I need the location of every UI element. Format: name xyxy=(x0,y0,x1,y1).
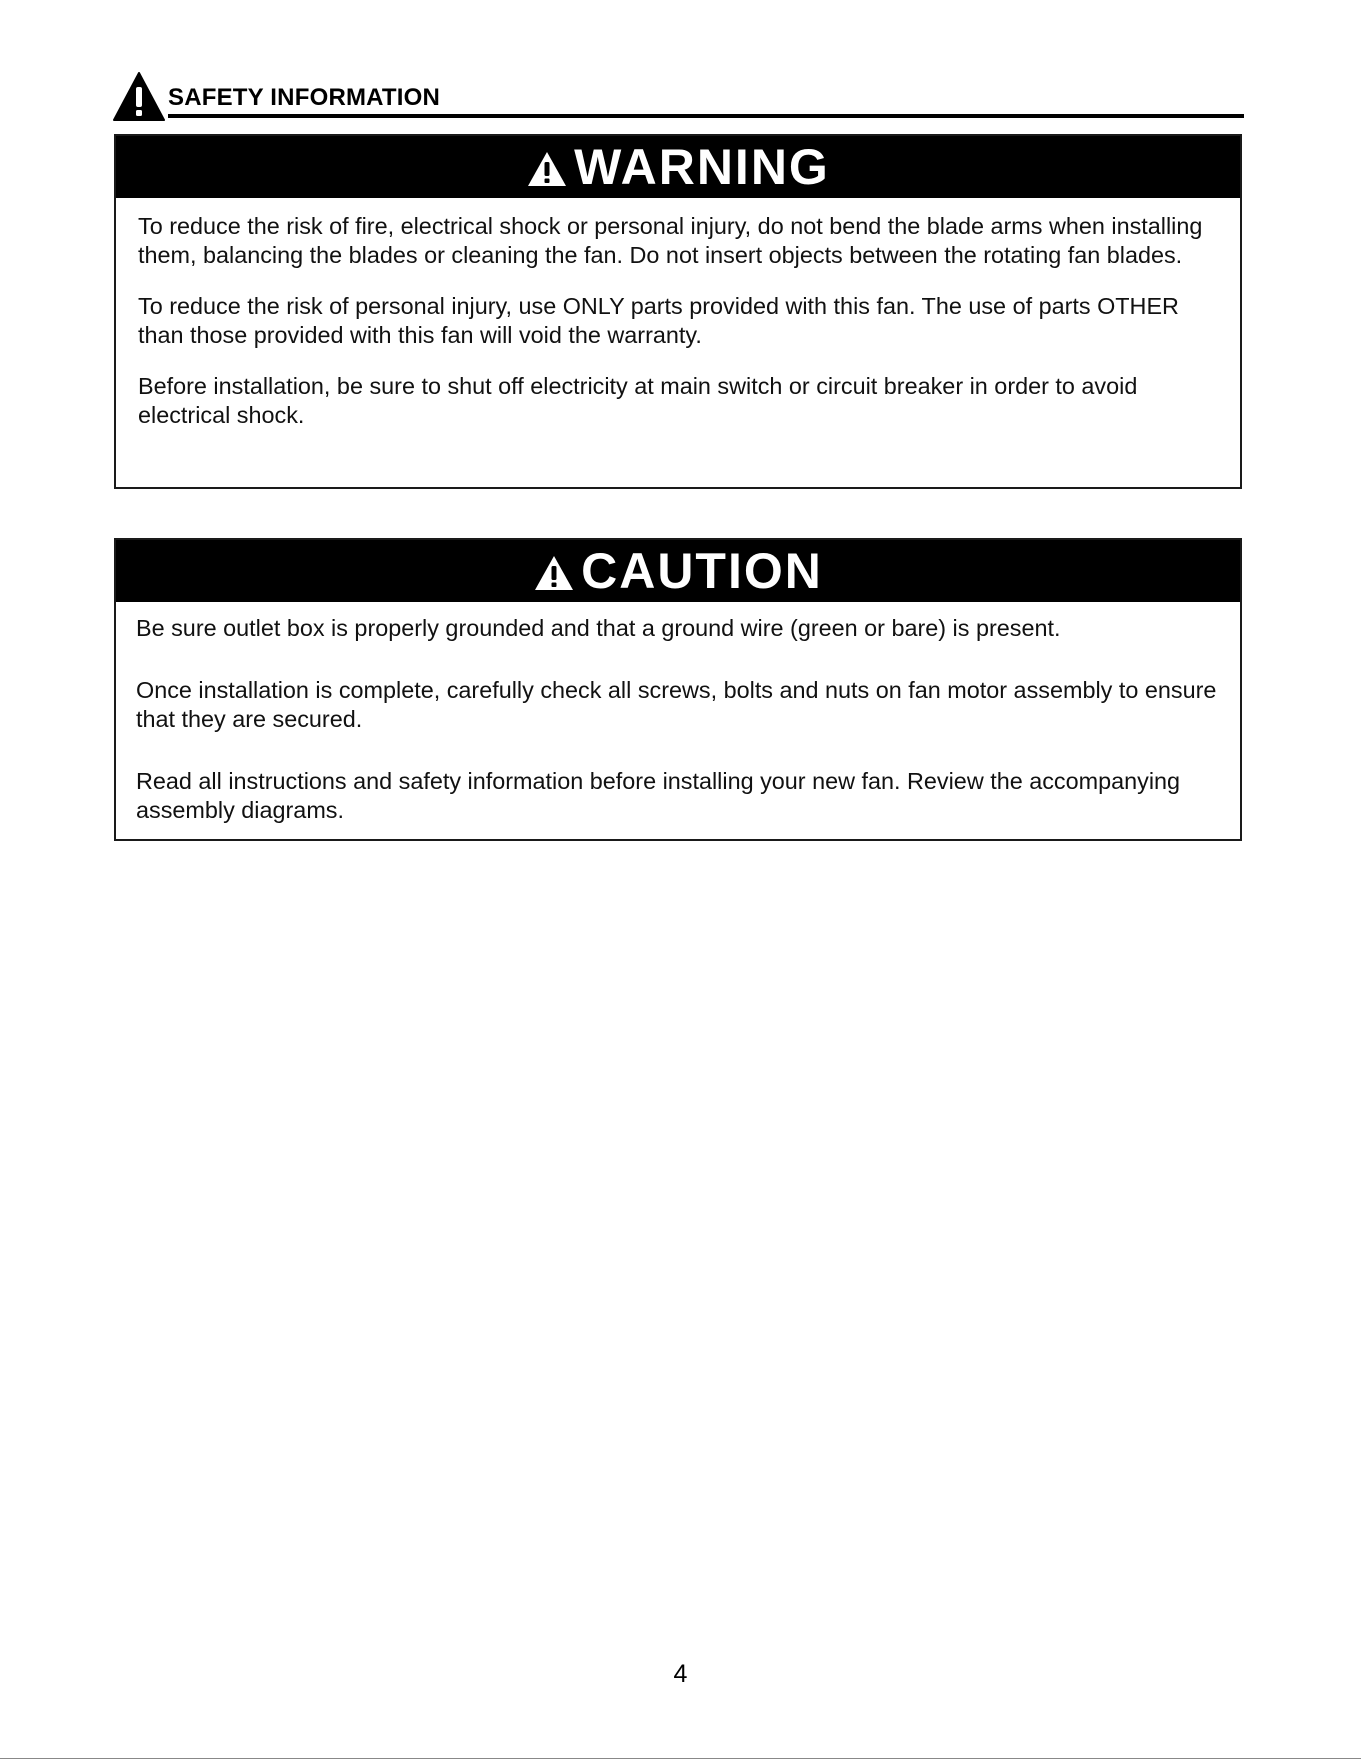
section-header xyxy=(112,72,1244,120)
bottom-edge-line xyxy=(0,1758,1361,1759)
caution-paragraph: Read all instructions and safety information before installing your new fan. Review the accompanying assembly diagrams. xyxy=(136,768,1181,823)
warning-paragraph: To reduce the risk of personal injury, use ONLY parts provided with this fan. The use of parts OTHER than those provided with this fan will void the warranty. xyxy=(138,293,1179,348)
caution-paragraph: Be sure outlet box is properly grounded and that a ground wire (green or bare) is present. xyxy=(136,615,1061,641)
caution-banner xyxy=(116,540,1240,602)
warning-triangle-icon xyxy=(526,150,568,188)
warning-body xyxy=(116,198,1240,430)
warning-triangle-icon xyxy=(533,554,575,592)
caution-paragraph: Once installation is complete, carefully check all screws, bolts and nuts on fan motor assembly to ensure that they are secured. xyxy=(136,677,1217,732)
warning-label: WARNING xyxy=(574,139,830,195)
section-title: SAFETY INFORMATION xyxy=(168,84,441,111)
warning-paragraph: Before installation, be sure to shut off electricity at main switch or circuit breaker in order to avoid electrical shock. xyxy=(138,373,1138,428)
warning-triangle-icon xyxy=(112,72,166,122)
page-number: 4 xyxy=(673,1660,688,1688)
warning-banner xyxy=(116,136,1240,198)
section-divider xyxy=(168,114,1244,118)
warning-paragraph: To reduce the risk of fire, electrical shock or personal injury, do not bend the blade arms when installing them, balancing the blades or cleaning the fan. Do not insert objects between the rotating fan blades. xyxy=(138,213,1203,268)
caution-label: CAUTION xyxy=(581,543,823,599)
caution-box xyxy=(114,538,1242,841)
caution-body xyxy=(116,602,1240,825)
warning-box xyxy=(114,134,1242,489)
